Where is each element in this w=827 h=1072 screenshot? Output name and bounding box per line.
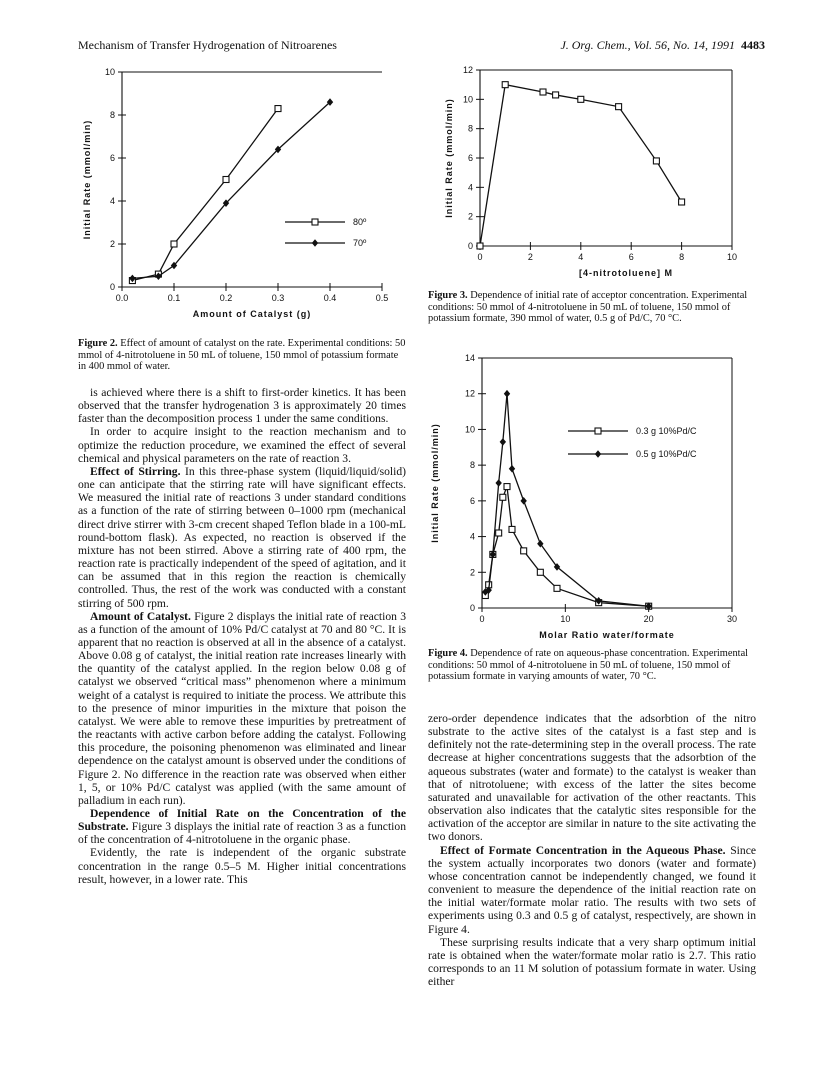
y-tick-label: 2	[109, 239, 115, 249]
x-tick-label: 0	[479, 614, 485, 624]
legend-label: 0.5 g 10%Pd/C	[636, 449, 697, 459]
paragraph-text: zero-order dependence indicates that the adsorbtion of the nitro substrate to the active sites of the catalyst is a fast step and is definitely not the rate-determining step in the overall process. The rate decrease at higher concentrations suggests that the adsorbtion of the aqueous substrates (water and formate) to the catalyst is weaker than that of nitrotoluene; with excess of the latter the sites become saturated and unavailable for activation of the other reactants. This observation also indicates that the catalytic sites responsible for the activation of the acceptor are similar in nature to the site activating the two donors.	[428, 712, 756, 844]
x-axis-title: [4-nitrotoluene] M	[579, 268, 673, 278]
y-tick-label: 8	[109, 110, 115, 120]
x-axis-title: Molar Ratio water/formate	[539, 630, 675, 640]
figure-3-caption-text: Dependence of initial rate of acceptor concentration. Experimental conditions: 50 mmol of 4-nitrotoluene in 50 mL of toluene, 150 mmol of potassium formate, 390 mmol of water, 0.5 g of Pd/C, 70 °C.	[428, 290, 748, 325]
x-tick-label: 0.5	[375, 293, 389, 303]
data-point	[537, 569, 543, 575]
paragraph-text: In this three-phase system (liquid/liquid/solid) one can anticipate that the stirring rate will have significant effects. We measured the initial rate of reactions 3 under standard conditions as a function of the rate of stirring between 0–1000 rpm (mechanical direct drive stirrer with 3-cm crecent shaped Teflon blade in a 100-mL round-bottom flask). As expected, no reaction is observed if the mixture has not been stirred. Above a stirring rate of 400 rpm, the reaction rate is practically independent of the speed of agitation, and it can be assumed that in this region the reaction is chemically controlled. Thus, the rest of the work was conducted with a constant stirring of 500 rpm.	[78, 464, 407, 610]
legend-label: 0.3 g 10%Pd/C	[636, 426, 697, 436]
paragraph	[78, 610, 406, 807]
paragraph-text: Figure 3 displays the initial rate of reaction 3 as a function of the concentration of 4-nitrotoluene in the organic phase.	[78, 820, 406, 847]
x-tick-label: 0	[477, 252, 483, 262]
y-tick-label: 10	[462, 94, 473, 105]
data-point	[275, 106, 281, 112]
data-point	[509, 526, 515, 532]
legend-label: 80º	[353, 217, 367, 227]
data-point	[521, 548, 527, 554]
y-tick-label: 2	[467, 211, 473, 222]
figure-4-caption	[428, 648, 752, 683]
y-axis-title: Initial Rate (mmol/min)	[82, 119, 92, 240]
legend-marker	[595, 428, 601, 434]
x-tick-label: 0.2	[219, 293, 233, 303]
data-point	[653, 158, 659, 164]
series-line	[132, 102, 330, 278]
data-point	[504, 390, 510, 398]
y-tick-label: 0	[469, 603, 475, 613]
body-column-left	[78, 386, 406, 886]
data-point	[504, 484, 510, 490]
y-axis-title: Initial Rate (mmol/min)	[430, 423, 440, 543]
figure-2-caption	[78, 338, 408, 373]
paragraph	[428, 844, 756, 936]
running-header-journal	[560, 38, 765, 53]
journal-citation: J. Org. Chem., Vol. 56, No. 14, 1991	[560, 38, 735, 52]
paragraph	[78, 807, 406, 846]
paragraph	[78, 425, 406, 464]
data-point	[502, 82, 508, 88]
series-line	[480, 85, 682, 246]
figure-4-label: Figure 4.	[428, 648, 468, 659]
x-tick-label: 4	[578, 252, 584, 262]
series-line	[485, 487, 648, 607]
data-point	[520, 497, 526, 505]
y-tick-label: 8	[467, 123, 473, 134]
series-line	[132, 109, 278, 281]
x-tick-label: 20	[643, 614, 654, 624]
data-point	[477, 243, 483, 249]
series-line	[485, 394, 648, 607]
paragraph-text: These surprising results indicate that a very sharp optimum initial rate is obtained when the water/formate molar ratio is 2.7. This ratio corresponds to an 11 M solution of potassium formate in water. Using either	[428, 935, 756, 989]
y-tick-label: 10	[104, 67, 115, 77]
data-point	[171, 241, 177, 247]
y-tick-label: 12	[462, 65, 473, 75]
data-point	[500, 494, 506, 500]
figure-3-chart	[430, 62, 750, 287]
figure-4-chart	[430, 350, 760, 645]
paragraph	[78, 386, 406, 425]
data-point	[495, 479, 501, 487]
y-tick-label: 14	[464, 353, 475, 363]
y-axis-title: Initial Rate (mmol/min)	[444, 98, 454, 218]
x-tick-label: 0.4	[323, 293, 337, 303]
y-tick-label: 8	[469, 460, 475, 471]
y-tick-label: 12	[464, 388, 475, 399]
paragraph-text: Figure 2 displays the initial rate of reaction 3 as a function of the amount of 10% Pd/C catalyst at 70 and 80 °C. It is apparent that no reaction is observed at all in the absence of a catalyst. Above 0.08 g of catalyst, the initial reation rate increases linearly with the quantity of the catalyst applied. In the region below 0.08 g of catalyst we observed “critical mass” phenomenon where a minimum weight of a catalyst is required to initiate the process. We attribute this to the presence of minor impurities in the mixture that poison the catalyst. We were able to remove these impurities by pretreatment of the reactants with active carbon before adding the catalyst. Following this procedure, the poisoning phenomenon was eliminated and linear dependence on the catalyst amount is observed under the conditions of Figure 2. No difference in the reaction rate was observed when either 1, 5, or 10% Pd/C catalyst was applied (with the same amount of palladium in each run).	[78, 609, 407, 807]
paragraph-text: Since the system actually incorporates two donors (water and formate) whose concentration cannot be independently changed, we found it convenient to measure the dependence of the initial reaction rate on the initial water/formate molar ratio. The results with two sets of experiments using 0.3 and 0.5 g of catalyst, respectively, are shown in Figure 4.	[428, 843, 756, 936]
data-point	[554, 585, 560, 591]
figure-4-caption-text: Dependence of rate on aqueous-phase concentration. Experimental conditions: 50 mmol of 4-nitrotoluene in 50 mL of toluene, 150 mmol of potassium formate in varying amounts of water, 70 °C.	[428, 648, 749, 683]
data-point	[553, 92, 559, 98]
running-header-title: Mechanism of Transfer Hydrogenation of Nitroarenes	[78, 38, 337, 52]
x-axis-title: Amount of Catalyst (g)	[192, 309, 312, 319]
figure-3-label: Figure 3.	[428, 290, 468, 301]
y-tick-label: 6	[467, 153, 473, 163]
section-heading: Amount of Catalyst.	[90, 609, 191, 623]
section-heading: Dependence of Initial Rate on the Concentration of the Substrate.	[78, 807, 406, 834]
legend-marker	[312, 219, 318, 225]
x-tick-label: 0.3	[271, 293, 285, 303]
y-tick-label: 4	[467, 182, 473, 193]
legend-marker	[312, 239, 318, 247]
y-tick-label: 4	[469, 531, 475, 542]
data-point	[679, 199, 685, 205]
y-tick-label: 6	[109, 153, 115, 163]
x-tick-label: 10	[726, 252, 738, 262]
data-point	[500, 438, 506, 446]
x-tick-label: 10	[560, 614, 571, 624]
x-tick-label: 2	[527, 252, 533, 262]
y-tick-label: 0	[467, 241, 473, 251]
section-heading: Effect of Formate Concentration in the Aqueous Phase.	[440, 843, 726, 857]
legend-marker	[595, 450, 601, 458]
data-point	[540, 89, 546, 95]
x-tick-label: 0.1	[167, 293, 181, 303]
data-point	[509, 465, 515, 473]
section-heading: Effect of Stirring.	[90, 464, 181, 478]
y-tick-label: 4	[109, 196, 115, 206]
x-tick-label: 6	[628, 252, 634, 262]
y-tick-label: 6	[469, 495, 475, 506]
data-point	[616, 104, 622, 110]
paragraph	[428, 712, 756, 844]
legend-label: 70º	[353, 238, 367, 248]
paragraph	[428, 936, 756, 989]
body-column-right	[428, 712, 756, 988]
paragraph	[78, 846, 406, 885]
paragraph-text: is achieved where there is a shift to first-order kinetics. It has been observed that the transfer hydrogenation 3 is approximately 20 times faster than the decomposition process 1 under the same conditions.	[78, 386, 406, 426]
paragraph	[78, 465, 406, 610]
y-tick-label: 2	[469, 567, 475, 578]
figure-2-label: Figure 2.	[78, 338, 118, 349]
x-tick-label: 8	[679, 252, 685, 262]
paragraph-text: Evidently, the rate is independent of the organic substrate concentration in the range 0.5–5 M. Higher initial concentrations result, however, in a lower rate. This	[78, 846, 406, 886]
y-tick-label: 10	[464, 424, 475, 435]
page-number: 4483	[741, 38, 765, 52]
data-point	[578, 96, 584, 102]
x-tick-label: 30	[726, 614, 738, 624]
figure-2-chart	[80, 62, 400, 337]
y-tick-label: 0	[109, 282, 115, 292]
figure-3-caption	[428, 290, 752, 325]
paragraph-text: In order to acquire insight to the reaction mechanism and to optimize the reduction procedure, we examined the effect of several chemical and physical parameters on the rate of reaction 3.	[78, 425, 406, 465]
x-tick-label: 0.0	[115, 293, 129, 303]
data-point	[223, 177, 229, 183]
data-point	[496, 530, 502, 536]
figure-2-caption-text: Effect of amount of catalyst on the rate. Experimental conditions: 50 mmol of 4-nitrotoluene in 50 mL of toluene, 150 mmol of potassium formate in 400 mmol of water.	[78, 338, 406, 373]
